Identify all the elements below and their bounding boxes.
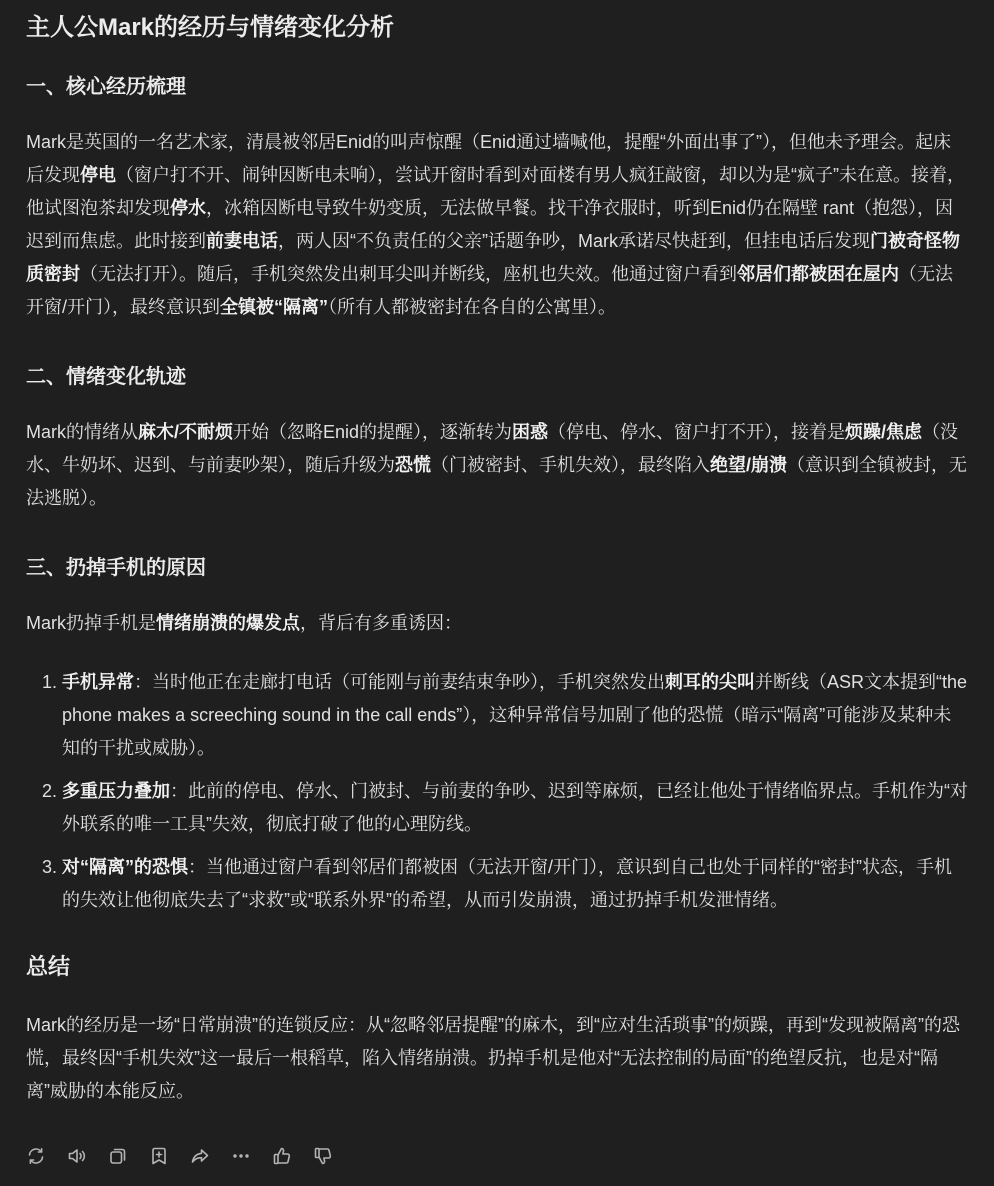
summary-heading: 总结 — [26, 954, 71, 979]
copy-icon — [108, 1146, 128, 1166]
emphasis-text: 困惑 — [512, 422, 549, 442]
read-aloud-button[interactable] — [67, 1140, 108, 1172]
emphasis-text: 情绪崩溃的爆发点 — [156, 613, 300, 633]
copy-button[interactable] — [108, 1140, 149, 1172]
share-button[interactable] — [190, 1140, 231, 1172]
emphasis-text: 恐慌 — [395, 455, 431, 475]
share-icon — [190, 1146, 210, 1166]
more-icon — [231, 1146, 251, 1166]
thumbs-up-button[interactable] — [272, 1140, 313, 1172]
section-heading-emotion: 二、情绪变化轨迹 — [26, 366, 186, 388]
emphasis-text: 停水 — [170, 198, 206, 218]
thumbs-down-button[interactable] — [313, 1140, 354, 1172]
section-heading-phone-reason: 三、扔掉手机的原因 — [26, 557, 206, 579]
thumbs-up-icon — [272, 1146, 292, 1166]
emphasis-text: 多重压力叠加 — [62, 781, 170, 801]
message-action-bar — [26, 1140, 354, 1172]
reason-list — [26, 666, 968, 917]
section-paragraph-phone-reason: Mark扔掉手机是情绪崩溃的爆发点，背后有多重诱因： — [26, 613, 462, 633]
emphasis-text: 烦躁/焦虑 — [845, 422, 923, 442]
emphasis-text: 麻木/不耐烦 — [138, 422, 234, 442]
emphasis-text: 绝望/崩溃 — [710, 455, 788, 475]
page-title: 主人公Mark的经历与情绪变化分析 — [26, 14, 395, 41]
list-item: 2. 多重压力叠加：此前的停电、停水、门被封、与前妻的争吵、迟到等麻烦，已经让他处于情绪临界点。手机作为“对外联系的唯一工具”失效，彻底打破了他的心理防线。 — [62, 775, 968, 841]
list-item: 3. 对“隔离”的恐惧：当他通过窗户看到邻居们都被困（无法开窗/开门），意识到自己也处于同样的“密封”状态，手机的失效让他彻底失去了“求救”或“联系外界”的希望，从而引发崩溃，通过扔掉手机发泄情绪。 — [62, 851, 968, 917]
regenerate-button[interactable] — [26, 1140, 67, 1172]
section-paragraph-experience: Mark是英国的一名艺术家，清晨被邻居Enid的叫声惊醒（Enid通过墙喊他，提醒“外面出事了”），但他未予理会。起床后发现停电（窗户打不开、闹钟因断电未响），尝试开窗时看到对面楼有男人疯狂敲窗，却以为是“疯子”未在意。接着，他试图泡茶却发现停水，冰箱因断电导致牛奶变质，无法做早餐。找干净衣服时，听到Enid仍在隔壁 rant（抱怨），因迟到而焦虑。此时接到前妻电话，两人因“不负责任的父亲”话题争吵，Mark承诺尽快赶到，但挂电话后发现门被奇怪物质密封（无法打开）。随后，手机突然发出刺耳尖叫并断线，座机也失效。他通过窗户看到邻居们都被困在屋内（无法开窗/开门），最终意识到全镇被“隔离”（所有人都被密封在各自的公寓里）。 — [26, 132, 965, 317]
emphasis-text: 手机异常 — [62, 672, 134, 692]
bookmark-add-button[interactable] — [149, 1140, 190, 1172]
more-button[interactable] — [231, 1140, 272, 1172]
emphasis-text: 对“隔离”的恐惧 — [62, 857, 188, 877]
emphasis-text: 前妻电话 — [206, 231, 278, 251]
emphasis-text: 门被奇怪物质密封 — [26, 231, 960, 284]
summary-paragraph: Mark的经历是一场“日常崩溃”的连锁反应：从“忽略邻居提醒”的麻木，到“应对生活琐事”的烦躁，再到“发现被隔离”的恐慌，最终因“手机失效”这一最后一根稻草，陷入情绪崩溃。扔掉手机是他对“无法控制的局面”的绝望反抗，也是对“隔离”威胁的本能反应。 — [26, 1015, 960, 1101]
thumbs-down-icon — [313, 1146, 333, 1166]
regenerate-icon — [26, 1146, 46, 1166]
emphasis-text: 停电 — [80, 165, 116, 185]
read-aloud-icon — [67, 1146, 87, 1166]
bookmark-add-icon — [149, 1146, 169, 1166]
list-item: 1. 手机异常：当时他正在走廊打电话（可能刚与前妻结束争吵），手机突然发出刺耳的尖叫并断线（ASR文本提到“the phone makes a screeching sound in the call ends”），这种异常信号加剧了他的恐慌（暗示“隔离”可能涉及某种未知的干扰或威胁）。 — [62, 666, 968, 765]
emphasis-text: 全镇被“隔离” — [220, 297, 328, 317]
section-heading-experience: 一、核心经历梳理 — [26, 76, 186, 98]
emphasis-text: 刺耳的尖叫 — [665, 672, 755, 692]
emphasis-text: 邻居们都被困在屋内 — [737, 264, 899, 284]
section-paragraph-emotion: Mark的情绪从麻木/不耐烦开始（忽略Enid的提醒），逐渐转为困惑（停电、停水、窗户打不开），接着是烦躁/焦虑（没水、牛奶坏、迟到、与前妻吵架），随后升级为恐慌（门被密封、手机失效），最终陷入绝望/崩溃（意识到全镇被封，无法逃脱）。 — [26, 422, 968, 508]
